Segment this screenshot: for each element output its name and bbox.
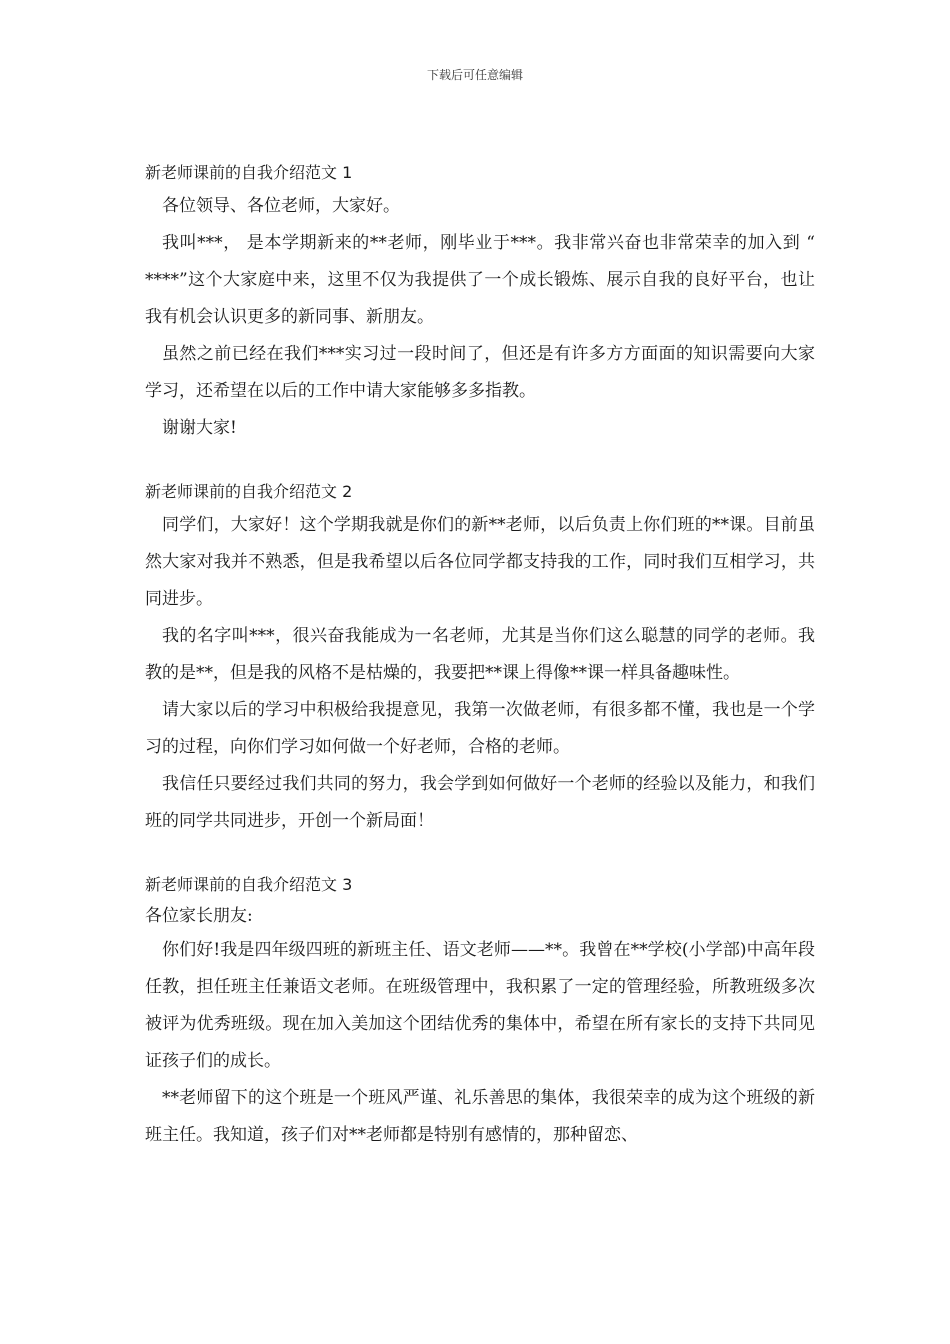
section-1 bbox=[145, 158, 815, 447]
paragraph: 谢谢大家! bbox=[162, 418, 237, 438]
section-title: 新老师课前的自我介绍范文 1 bbox=[145, 163, 353, 182]
paragraph: 各位领导、各位老师，大家好。 bbox=[162, 196, 400, 216]
document-body bbox=[145, 158, 815, 1184]
salutation: 各位家长朋友: bbox=[145, 906, 253, 926]
paragraph: 我信任只要经过我们共同的努力，我会学到如何做好一个老师的经验以及能力，和我们班的同学共同进步，开创一个新局面！ bbox=[145, 774, 815, 831]
paragraph: 同学们，大家好！这个学期我就是你们的新**老师，以后负责上你们班的**课。目前虽然大家对我并不熟悉，但是我希望以后各位同学都支持我的工作，同时我们互相学习，共同进步。 bbox=[145, 515, 815, 609]
paragraph: 你们好!我是四年级四班的新班主任、语文老师——**。我曾在**学校(小学部)中高年段任教，担任班主任兼语文老师。在班级管理中，我积累了一定的管理经验，所教班级多次被评为优秀班级。现在加入美加这个团结优秀的集体中，希望在所有家长的支持下共同见证孩子们的成长。 bbox=[145, 940, 815, 1071]
paragraph: 我叫***， 是本学期新来的**老师，刚毕业于***。我非常兴奋也非常荣幸的加入到 “ ****”这个大家庭中来，这里不仅为我提供了一个成长锻炼、展示自我的良好平台，也让我有机会认识更多的新同事、新朋友。 bbox=[145, 233, 815, 327]
paragraph: 虽然之前已经在我们***实习过一段时间了，但还是有许多方方面面的知识需要向大家学习，还希望在以后的工作中请大家能够多多指教。 bbox=[145, 344, 815, 401]
section-2 bbox=[145, 477, 815, 840]
paragraph: 我的名字叫***，很兴奋我能成为一名老师，尤其是当你们这么聪慧的同学的老师。我教的是**，但是我的风格不是枯燥的，我要把**课上得像**课一样具备趣味性。 bbox=[145, 626, 815, 683]
paragraph: 请大家以后的学习中积极给我提意见，我第一次做老师，有很多都不懂，我也是一个学习的过程，向你们学习如何做一个好老师，合格的老师。 bbox=[145, 700, 815, 757]
section-title: 新老师课前的自我介绍范文 3 bbox=[145, 875, 353, 894]
section-3 bbox=[145, 870, 815, 1154]
page-header: 下载后可任意编辑 bbox=[426, 68, 523, 82]
section-title: 新老师课前的自我介绍范文 2 bbox=[145, 482, 353, 501]
paragraph: **老师留下的这个班是一个班风严谨、礼乐善思的集体，我很荣幸的成为这个班级的新班主任。我知道，孩子们对**老师都是特别有感情的，那种留恋、 bbox=[145, 1088, 815, 1145]
